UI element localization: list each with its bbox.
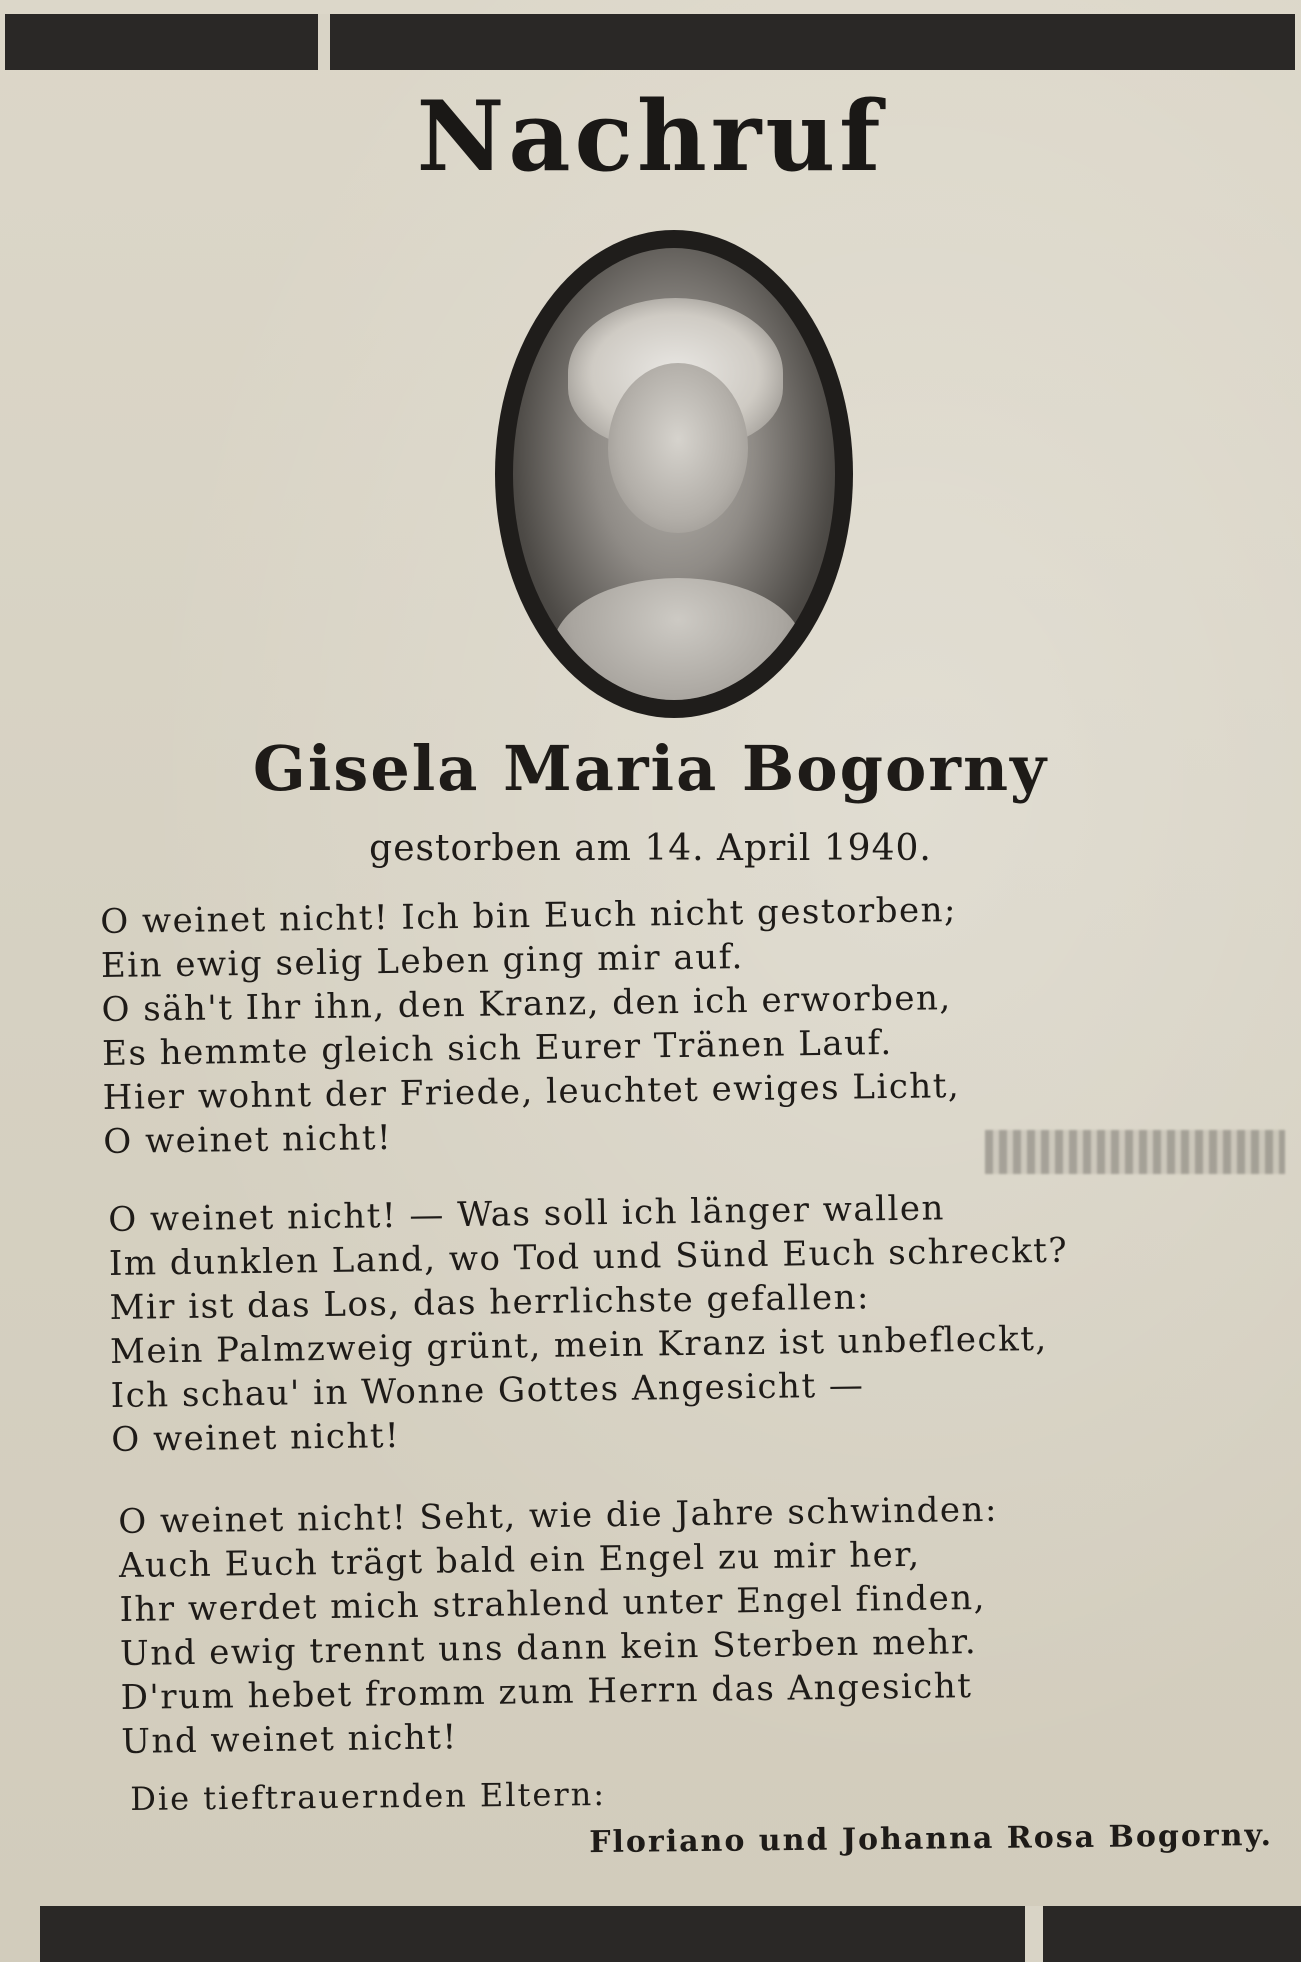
poem-line: Ihr werdet mich strahlend unter Engel finden, [119,1577,987,1630]
poem-line: O weinet nicht! [111,1415,401,1460]
poem-line: Es hemmte gleich sich Eurer Tränen Lauf. [101,1022,893,1074]
top-black-rule [5,14,1295,70]
oval-portrait-photo [495,230,853,718]
rule-gap [318,14,330,70]
poem-line: O weinet nicht! Ich bin Euch nicht gestorben; [100,890,958,942]
death-date-line: gestorben am 14. April 1940. [369,828,932,869]
poem-line: Ich schau' in Wonne Gottes Angesicht — [110,1365,865,1416]
portrait-face [608,363,748,533]
poem-stanza-3 [118,1484,1272,1764]
portrait-dress [553,578,803,700]
bottom-black-rule [40,1906,1301,1962]
poem-stanza-2 [108,1182,1262,1462]
poem-line: Und ewig trennt uns dann kein Sterben mehr. [119,1622,978,1674]
poem-line: Hier wohnt der Friede, leuchtet ewiges Licht, [102,1066,961,1118]
poem-line: Im dunklen Land, wo Tod und Sünd Euch schreckt? [108,1230,1069,1284]
ink-smudge [985,1130,1285,1174]
parents-signature: Floriano und Johanna Rosa Bogorny. [589,1818,1274,1861]
poem-stanza-1 [100,884,1254,1164]
deceased-name: Gisela Maria Bogorny [252,732,1049,805]
obituary-title: Nachruf [416,80,885,193]
poem-line: O säh't Ihr ihn, den Kranz, den ich erworben, [101,978,952,1030]
poem-line: O weinet nicht! Seht, wie die Jahre schwinden: [118,1489,999,1542]
poem-line: Mein Palmzweig grünt, mein Kranz ist unbefleckt, [109,1318,1048,1372]
poem-line: Und weinet nicht! [121,1717,458,1762]
poem-line: D'rum hebet fromm zum Herrn das Angesicht [120,1666,973,1718]
poem-line: O weinet nicht! — Was soll ich länger wallen [108,1188,946,1240]
poem-line: Ein ewig selig Leben ging mir auf. [100,937,745,986]
signoff-line: Die tieftrauernden Eltern: [130,1775,607,1818]
portrait-image [513,248,835,700]
poem-line: Mir ist das Los, das herrlichste gefallen: [109,1277,871,1328]
rule-gap [1025,1906,1043,1962]
poem-line: Auch Euch trägt bald ein Engel zu mir her, [118,1534,921,1586]
poem-line: O weinet nicht! [103,1117,393,1162]
